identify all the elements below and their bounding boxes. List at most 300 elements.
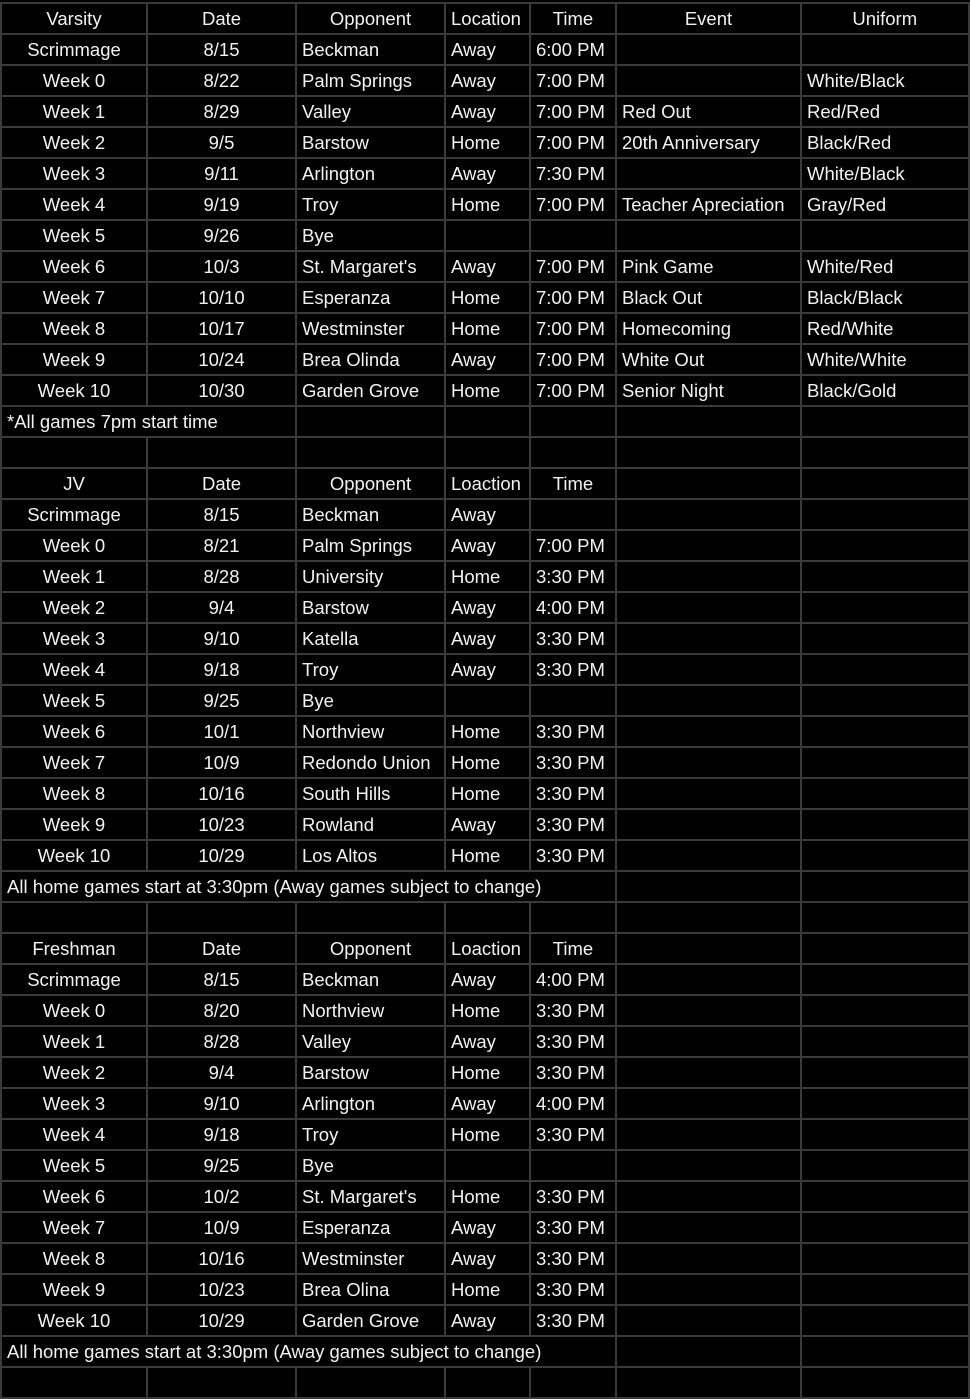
jv-week-cell[interactable]: Week 1 bbox=[1, 561, 147, 592]
empty-cell[interactable] bbox=[616, 1212, 801, 1243]
freshman-date-cell[interactable]: 8/15 bbox=[147, 964, 296, 995]
empty-cell[interactable] bbox=[616, 685, 801, 716]
jv-opponent-cell[interactable]: Troy bbox=[296, 654, 445, 685]
varsity-uniform-cell[interactable]: Red/Red bbox=[801, 96, 969, 127]
varsity-location-cell[interactable]: Home bbox=[445, 127, 530, 158]
varsity-date-cell[interactable]: 10/30 bbox=[147, 375, 296, 406]
freshman-header-week[interactable]: Freshman bbox=[1, 933, 147, 964]
varsity-time-cell[interactable]: 7:00 PM bbox=[530, 127, 616, 158]
varsity-header-week[interactable]: Varsity bbox=[1, 3, 147, 34]
empty-cell[interactable] bbox=[616, 871, 801, 902]
empty-cell[interactable] bbox=[296, 406, 445, 437]
freshman-date-cell[interactable]: 10/2 bbox=[147, 1181, 296, 1212]
jv-date-cell[interactable]: 8/28 bbox=[147, 561, 296, 592]
jv-location-cell[interactable]: Home bbox=[445, 561, 530, 592]
freshman-week-cell[interactable]: Week 3 bbox=[1, 1088, 147, 1119]
jv-week-cell[interactable]: Week 3 bbox=[1, 623, 147, 654]
empty-cell[interactable] bbox=[801, 530, 969, 561]
empty-cell[interactable] bbox=[530, 437, 616, 468]
varsity-uniform-cell[interactable] bbox=[801, 220, 969, 251]
freshman-time-cell[interactable]: 3:30 PM bbox=[530, 1026, 616, 1057]
jv-location-cell[interactable]: Home bbox=[445, 747, 530, 778]
varsity-event-cell[interactable]: Homecoming bbox=[616, 313, 801, 344]
empty-cell[interactable] bbox=[445, 1367, 530, 1398]
jv-date-cell[interactable]: 9/10 bbox=[147, 623, 296, 654]
varsity-week-cell[interactable]: Week 8 bbox=[1, 313, 147, 344]
freshman-week-cell[interactable]: Week 10 bbox=[1, 1305, 147, 1336]
jv-week-cell[interactable]: Week 6 bbox=[1, 716, 147, 747]
freshman-location-cell[interactable]: Home bbox=[445, 995, 530, 1026]
freshman-time-cell[interactable]: 4:00 PM bbox=[530, 1088, 616, 1119]
empty-cell[interactable] bbox=[616, 1243, 801, 1274]
freshman-opponent-cell[interactable]: Bye bbox=[296, 1150, 445, 1181]
empty-cell[interactable] bbox=[445, 902, 530, 933]
varsity-time-cell[interactable]: 6:00 PM bbox=[530, 34, 616, 65]
empty-cell[interactable] bbox=[801, 1150, 969, 1181]
freshman-location-cell[interactable]: Home bbox=[445, 1057, 530, 1088]
freshman-week-cell[interactable]: Week 8 bbox=[1, 1243, 147, 1274]
varsity-location-cell[interactable]: Home bbox=[445, 282, 530, 313]
empty-cell[interactable] bbox=[801, 561, 969, 592]
freshman-week-cell[interactable]: Scrimmage bbox=[1, 964, 147, 995]
freshman-location-cell[interactable]: Away bbox=[445, 1026, 530, 1057]
empty-cell[interactable] bbox=[616, 964, 801, 995]
empty-cell[interactable] bbox=[616, 437, 801, 468]
empty-cell[interactable] bbox=[296, 902, 445, 933]
varsity-header-location[interactable]: Location bbox=[445, 3, 530, 34]
jv-opponent-cell[interactable]: Northview bbox=[296, 716, 445, 747]
jv-location-cell[interactable]: Away bbox=[445, 592, 530, 623]
jv-header-location[interactable]: Loaction bbox=[445, 468, 530, 499]
empty-cell[interactable] bbox=[616, 1336, 801, 1367]
jv-opponent-cell[interactable]: Barstow bbox=[296, 592, 445, 623]
varsity-date-cell[interactable]: 9/11 bbox=[147, 158, 296, 189]
varsity-location-cell[interactable]: Away bbox=[445, 96, 530, 127]
jv-time-cell[interactable] bbox=[530, 499, 616, 530]
varsity-time-cell[interactable] bbox=[530, 220, 616, 251]
empty-cell[interactable] bbox=[801, 1274, 969, 1305]
jv-opponent-cell[interactable]: University bbox=[296, 561, 445, 592]
varsity-opponent-cell[interactable]: Garden Grove bbox=[296, 375, 445, 406]
varsity-time-cell[interactable]: 7:00 PM bbox=[530, 375, 616, 406]
varsity-header-time[interactable]: Time bbox=[530, 3, 616, 34]
empty-cell[interactable] bbox=[616, 592, 801, 623]
freshman-time-cell[interactable]: 3:30 PM bbox=[530, 1119, 616, 1150]
empty-cell[interactable] bbox=[616, 1305, 801, 1336]
varsity-header-event[interactable]: Event bbox=[616, 3, 801, 34]
empty-cell[interactable] bbox=[616, 1181, 801, 1212]
freshman-location-cell[interactable] bbox=[445, 1150, 530, 1181]
jv-location-cell[interactable]: Home bbox=[445, 716, 530, 747]
jv-header-date[interactable]: Date bbox=[147, 468, 296, 499]
jv-time-cell[interactable]: 3:30 PM bbox=[530, 623, 616, 654]
jv-opponent-cell[interactable]: Redondo Union bbox=[296, 747, 445, 778]
varsity-uniform-cell[interactable]: White/Red bbox=[801, 251, 969, 282]
empty-cell[interactable] bbox=[616, 561, 801, 592]
freshman-location-cell[interactable]: Away bbox=[445, 1243, 530, 1274]
varsity-footnote[interactable]: *All games 7pm start time bbox=[1, 406, 296, 437]
jv-week-cell[interactable]: Week 9 bbox=[1, 809, 147, 840]
freshman-opponent-cell[interactable]: Esperanza bbox=[296, 1212, 445, 1243]
freshman-location-cell[interactable]: Away bbox=[445, 1212, 530, 1243]
empty-cell[interactable] bbox=[801, 1026, 969, 1057]
varsity-event-cell[interactable]: Teacher Apreciation bbox=[616, 189, 801, 220]
jv-location-cell[interactable]: Away bbox=[445, 530, 530, 561]
empty-cell[interactable] bbox=[296, 1367, 445, 1398]
empty-cell[interactable] bbox=[616, 1026, 801, 1057]
jv-opponent-cell[interactable]: Palm Springs bbox=[296, 530, 445, 561]
varsity-week-cell[interactable]: Week 4 bbox=[1, 189, 147, 220]
freshman-time-cell[interactable] bbox=[530, 1150, 616, 1181]
varsity-date-cell[interactable]: 10/3 bbox=[147, 251, 296, 282]
freshman-week-cell[interactable]: Week 6 bbox=[1, 1181, 147, 1212]
empty-cell[interactable] bbox=[616, 716, 801, 747]
varsity-week-cell[interactable]: Week 10 bbox=[1, 375, 147, 406]
varsity-date-cell[interactable]: 9/5 bbox=[147, 127, 296, 158]
empty-cell[interactable] bbox=[616, 902, 801, 933]
freshman-opponent-cell[interactable]: Valley bbox=[296, 1026, 445, 1057]
empty-cell[interactable] bbox=[801, 437, 969, 468]
varsity-location-cell[interactable]: Away bbox=[445, 158, 530, 189]
empty-cell[interactable] bbox=[616, 1119, 801, 1150]
freshman-date-cell[interactable]: 9/4 bbox=[147, 1057, 296, 1088]
empty-cell[interactable] bbox=[1, 437, 147, 468]
freshman-opponent-cell[interactable]: Brea Olina bbox=[296, 1274, 445, 1305]
empty-cell[interactable] bbox=[616, 654, 801, 685]
varsity-event-cell[interactable]: White Out bbox=[616, 344, 801, 375]
empty-cell[interactable] bbox=[801, 592, 969, 623]
varsity-opponent-cell[interactable]: Esperanza bbox=[296, 282, 445, 313]
freshman-date-cell[interactable]: 10/9 bbox=[147, 1212, 296, 1243]
freshman-date-cell[interactable]: 10/23 bbox=[147, 1274, 296, 1305]
jv-time-cell[interactable]: 3:30 PM bbox=[530, 561, 616, 592]
jv-time-cell[interactable]: 7:00 PM bbox=[530, 530, 616, 561]
varsity-uniform-cell[interactable]: Black/Black bbox=[801, 282, 969, 313]
varsity-time-cell[interactable]: 7:00 PM bbox=[530, 344, 616, 375]
empty-cell[interactable] bbox=[1, 902, 147, 933]
jv-opponent-cell[interactable]: Beckman bbox=[296, 499, 445, 530]
empty-cell[interactable] bbox=[801, 1088, 969, 1119]
varsity-week-cell[interactable]: Week 7 bbox=[1, 282, 147, 313]
varsity-date-cell[interactable]: 9/26 bbox=[147, 220, 296, 251]
freshman-header-location[interactable]: Loaction bbox=[445, 933, 530, 964]
varsity-event-cell[interactable] bbox=[616, 34, 801, 65]
empty-cell[interactable] bbox=[801, 468, 969, 499]
freshman-date-cell[interactable]: 8/20 bbox=[147, 995, 296, 1026]
varsity-time-cell[interactable]: 7:00 PM bbox=[530, 313, 616, 344]
jv-time-cell[interactable]: 3:30 PM bbox=[530, 840, 616, 871]
empty-cell[interactable] bbox=[445, 406, 530, 437]
jv-week-cell[interactable]: Week 8 bbox=[1, 778, 147, 809]
freshman-time-cell[interactable]: 4:00 PM bbox=[530, 964, 616, 995]
varsity-uniform-cell[interactable]: White/White bbox=[801, 344, 969, 375]
varsity-date-cell[interactable]: 10/24 bbox=[147, 344, 296, 375]
varsity-time-cell[interactable]: 7:00 PM bbox=[530, 189, 616, 220]
freshman-week-cell[interactable]: Week 5 bbox=[1, 1150, 147, 1181]
freshman-week-cell[interactable]: Week 0 bbox=[1, 995, 147, 1026]
freshman-opponent-cell[interactable]: St. Margaret's bbox=[296, 1181, 445, 1212]
varsity-location-cell[interactable]: Away bbox=[445, 251, 530, 282]
varsity-date-cell[interactable]: 8/15 bbox=[147, 34, 296, 65]
varsity-opponent-cell[interactable]: Bye bbox=[296, 220, 445, 251]
jv-date-cell[interactable]: 10/1 bbox=[147, 716, 296, 747]
empty-cell[interactable] bbox=[530, 406, 616, 437]
empty-cell[interactable] bbox=[801, 1243, 969, 1274]
freshman-time-cell[interactable]: 3:30 PM bbox=[530, 1243, 616, 1274]
freshman-location-cell[interactable]: Away bbox=[445, 964, 530, 995]
jv-week-cell[interactable]: Week 10 bbox=[1, 840, 147, 871]
freshman-time-cell[interactable]: 3:30 PM bbox=[530, 1181, 616, 1212]
freshman-footnote[interactable]: All home games start at 3:30pm (Away games subject to change) bbox=[1, 1336, 616, 1367]
varsity-opponent-cell[interactable]: Westminster bbox=[296, 313, 445, 344]
jv-week-cell[interactable]: Week 7 bbox=[1, 747, 147, 778]
jv-week-cell[interactable]: Week 0 bbox=[1, 530, 147, 561]
jv-opponent-cell[interactable]: Bye bbox=[296, 685, 445, 716]
jv-date-cell[interactable]: 9/18 bbox=[147, 654, 296, 685]
freshman-time-cell[interactable]: 3:30 PM bbox=[530, 1212, 616, 1243]
empty-cell[interactable] bbox=[1, 1367, 147, 1398]
freshman-location-cell[interactable]: Away bbox=[445, 1305, 530, 1336]
empty-cell[interactable] bbox=[147, 1367, 296, 1398]
varsity-week-cell[interactable]: Week 6 bbox=[1, 251, 147, 282]
freshman-location-cell[interactable]: Home bbox=[445, 1274, 530, 1305]
varsity-week-cell[interactable]: Week 9 bbox=[1, 344, 147, 375]
varsity-location-cell[interactable]: Away bbox=[445, 34, 530, 65]
varsity-opponent-cell[interactable]: Brea Olinda bbox=[296, 344, 445, 375]
jv-date-cell[interactable]: 8/15 bbox=[147, 499, 296, 530]
freshman-time-cell[interactable]: 3:30 PM bbox=[530, 1057, 616, 1088]
varsity-opponent-cell[interactable]: Valley bbox=[296, 96, 445, 127]
empty-cell[interactable] bbox=[801, 1336, 969, 1367]
freshman-week-cell[interactable]: Week 2 bbox=[1, 1057, 147, 1088]
freshman-time-cell[interactable]: 3:30 PM bbox=[530, 1305, 616, 1336]
varsity-week-cell[interactable]: Week 5 bbox=[1, 220, 147, 251]
varsity-opponent-cell[interactable]: Troy bbox=[296, 189, 445, 220]
jv-date-cell[interactable]: 10/29 bbox=[147, 840, 296, 871]
freshman-week-cell[interactable]: Week 1 bbox=[1, 1026, 147, 1057]
varsity-uniform-cell[interactable] bbox=[801, 34, 969, 65]
empty-cell[interactable] bbox=[147, 437, 296, 468]
jv-header-time[interactable]: Time bbox=[530, 468, 616, 499]
empty-cell[interactable] bbox=[801, 1212, 969, 1243]
jv-location-cell[interactable] bbox=[445, 685, 530, 716]
freshman-date-cell[interactable]: 9/25 bbox=[147, 1150, 296, 1181]
varsity-week-cell[interactable]: Week 1 bbox=[1, 96, 147, 127]
empty-cell[interactable] bbox=[616, 623, 801, 654]
jv-time-cell[interactable] bbox=[530, 685, 616, 716]
empty-cell[interactable] bbox=[801, 809, 969, 840]
empty-cell[interactable] bbox=[445, 437, 530, 468]
jv-location-cell[interactable]: Away bbox=[445, 654, 530, 685]
freshman-date-cell[interactable]: 9/10 bbox=[147, 1088, 296, 1119]
varsity-date-cell[interactable]: 10/10 bbox=[147, 282, 296, 313]
jv-footnote[interactable]: All home games start at 3:30pm (Away games subject to change) bbox=[1, 871, 616, 902]
varsity-event-cell[interactable]: Senior Night bbox=[616, 375, 801, 406]
empty-cell[interactable] bbox=[616, 1150, 801, 1181]
varsity-event-cell[interactable]: 20th Anniversary bbox=[616, 127, 801, 158]
jv-time-cell[interactable]: 4:00 PM bbox=[530, 592, 616, 623]
jv-date-cell[interactable]: 9/25 bbox=[147, 685, 296, 716]
varsity-uniform-cell[interactable]: White/Black bbox=[801, 65, 969, 96]
empty-cell[interactable] bbox=[616, 1367, 801, 1398]
jv-date-cell[interactable]: 10/23 bbox=[147, 809, 296, 840]
freshman-date-cell[interactable]: 9/18 bbox=[147, 1119, 296, 1150]
freshman-time-cell[interactable]: 3:30 PM bbox=[530, 1274, 616, 1305]
varsity-week-cell[interactable]: Week 0 bbox=[1, 65, 147, 96]
varsity-location-cell[interactable]: Home bbox=[445, 375, 530, 406]
empty-cell[interactable] bbox=[801, 654, 969, 685]
jv-location-cell[interactable]: Home bbox=[445, 778, 530, 809]
empty-cell[interactable] bbox=[801, 1181, 969, 1212]
varsity-event-cell[interactable] bbox=[616, 158, 801, 189]
varsity-event-cell[interactable]: Pink Game bbox=[616, 251, 801, 282]
varsity-uniform-cell[interactable]: Black/Gold bbox=[801, 375, 969, 406]
varsity-week-cell[interactable]: Scrimmage bbox=[1, 34, 147, 65]
jv-header-week[interactable]: JV bbox=[1, 468, 147, 499]
jv-week-cell[interactable]: Week 4 bbox=[1, 654, 147, 685]
varsity-date-cell[interactable]: 9/19 bbox=[147, 189, 296, 220]
empty-cell[interactable] bbox=[801, 933, 969, 964]
varsity-opponent-cell[interactable]: St. Margaret's bbox=[296, 251, 445, 282]
empty-cell[interactable] bbox=[801, 716, 969, 747]
jv-location-cell[interactable]: Away bbox=[445, 623, 530, 654]
empty-cell[interactable] bbox=[616, 933, 801, 964]
empty-cell[interactable] bbox=[616, 499, 801, 530]
freshman-opponent-cell[interactable]: Beckman bbox=[296, 964, 445, 995]
varsity-uniform-cell[interactable]: Black/Red bbox=[801, 127, 969, 158]
empty-cell[interactable] bbox=[801, 1119, 969, 1150]
empty-cell[interactable] bbox=[801, 499, 969, 530]
jv-week-cell[interactable]: Week 5 bbox=[1, 685, 147, 716]
varsity-event-cell[interactable]: Red Out bbox=[616, 96, 801, 127]
varsity-opponent-cell[interactable]: Barstow bbox=[296, 127, 445, 158]
empty-cell[interactable] bbox=[616, 809, 801, 840]
varsity-date-cell[interactable]: 10/17 bbox=[147, 313, 296, 344]
freshman-time-cell[interactable]: 3:30 PM bbox=[530, 995, 616, 1026]
empty-cell[interactable] bbox=[801, 623, 969, 654]
freshman-header-time[interactable]: Time bbox=[530, 933, 616, 964]
jv-opponent-cell[interactable]: Rowland bbox=[296, 809, 445, 840]
varsity-time-cell[interactable]: 7:00 PM bbox=[530, 251, 616, 282]
freshman-opponent-cell[interactable]: Westminster bbox=[296, 1243, 445, 1274]
varsity-event-cell[interactable] bbox=[616, 65, 801, 96]
empty-cell[interactable] bbox=[801, 871, 969, 902]
freshman-week-cell[interactable]: Week 7 bbox=[1, 1212, 147, 1243]
jv-date-cell[interactable]: 9/4 bbox=[147, 592, 296, 623]
empty-cell[interactable] bbox=[616, 840, 801, 871]
jv-week-cell[interactable]: Week 2 bbox=[1, 592, 147, 623]
varsity-time-cell[interactable]: 7:00 PM bbox=[530, 65, 616, 96]
varsity-event-cell[interactable] bbox=[616, 220, 801, 251]
empty-cell[interactable] bbox=[801, 1057, 969, 1088]
jv-date-cell[interactable]: 10/16 bbox=[147, 778, 296, 809]
jv-week-cell[interactable]: Scrimmage bbox=[1, 499, 147, 530]
varsity-location-cell[interactable]: Home bbox=[445, 313, 530, 344]
jv-header-opponent[interactable]: Opponent bbox=[296, 468, 445, 499]
varsity-time-cell[interactable]: 7:30 PM bbox=[530, 158, 616, 189]
freshman-header-opponent[interactable]: Opponent bbox=[296, 933, 445, 964]
varsity-week-cell[interactable]: Week 2 bbox=[1, 127, 147, 158]
jv-time-cell[interactable]: 3:30 PM bbox=[530, 716, 616, 747]
jv-opponent-cell[interactable]: Katella bbox=[296, 623, 445, 654]
empty-cell[interactable] bbox=[530, 902, 616, 933]
empty-cell[interactable] bbox=[801, 747, 969, 778]
empty-cell[interactable] bbox=[616, 406, 801, 437]
empty-cell[interactable] bbox=[801, 406, 969, 437]
varsity-location-cell[interactable] bbox=[445, 220, 530, 251]
freshman-week-cell[interactable]: Week 9 bbox=[1, 1274, 147, 1305]
varsity-location-cell[interactable]: Away bbox=[445, 65, 530, 96]
jv-location-cell[interactable]: Home bbox=[445, 840, 530, 871]
empty-cell[interactable] bbox=[801, 902, 969, 933]
jv-time-cell[interactable]: 3:30 PM bbox=[530, 809, 616, 840]
varsity-header-opponent[interactable]: Opponent bbox=[296, 3, 445, 34]
freshman-header-date[interactable]: Date bbox=[147, 933, 296, 964]
varsity-event-cell[interactable]: Black Out bbox=[616, 282, 801, 313]
freshman-location-cell[interactable]: Away bbox=[445, 1088, 530, 1119]
freshman-date-cell[interactable]: 10/16 bbox=[147, 1243, 296, 1274]
varsity-uniform-cell[interactable]: Gray/Red bbox=[801, 189, 969, 220]
empty-cell[interactable] bbox=[801, 840, 969, 871]
empty-cell[interactable] bbox=[801, 778, 969, 809]
jv-location-cell[interactable]: Away bbox=[445, 499, 530, 530]
varsity-uniform-cell[interactable]: White/Black bbox=[801, 158, 969, 189]
varsity-week-cell[interactable]: Week 3 bbox=[1, 158, 147, 189]
varsity-uniform-cell[interactable]: Red/White bbox=[801, 313, 969, 344]
varsity-opponent-cell[interactable]: Beckman bbox=[296, 34, 445, 65]
freshman-opponent-cell[interactable]: Barstow bbox=[296, 1057, 445, 1088]
freshman-week-cell[interactable]: Week 4 bbox=[1, 1119, 147, 1150]
varsity-header-date[interactable]: Date bbox=[147, 3, 296, 34]
varsity-location-cell[interactable]: Away bbox=[445, 344, 530, 375]
empty-cell[interactable] bbox=[530, 1367, 616, 1398]
jv-date-cell[interactable]: 10/9 bbox=[147, 747, 296, 778]
empty-cell[interactable] bbox=[801, 1367, 969, 1398]
varsity-location-cell[interactable]: Home bbox=[445, 189, 530, 220]
jv-opponent-cell[interactable]: South Hills bbox=[296, 778, 445, 809]
empty-cell[interactable] bbox=[616, 1088, 801, 1119]
empty-cell[interactable] bbox=[616, 1274, 801, 1305]
varsity-time-cell[interactable]: 7:00 PM bbox=[530, 282, 616, 313]
empty-cell[interactable] bbox=[616, 747, 801, 778]
empty-cell[interactable] bbox=[616, 995, 801, 1026]
jv-time-cell[interactable]: 3:30 PM bbox=[530, 778, 616, 809]
empty-cell[interactable] bbox=[616, 1057, 801, 1088]
jv-time-cell[interactable]: 3:30 PM bbox=[530, 747, 616, 778]
jv-location-cell[interactable]: Away bbox=[445, 809, 530, 840]
empty-cell[interactable] bbox=[801, 1305, 969, 1336]
jv-time-cell[interactable]: 3:30 PM bbox=[530, 654, 616, 685]
jv-date-cell[interactable]: 8/21 bbox=[147, 530, 296, 561]
varsity-date-cell[interactable]: 8/29 bbox=[147, 96, 296, 127]
jv-opponent-cell[interactable]: Los Altos bbox=[296, 840, 445, 871]
freshman-opponent-cell[interactable]: Arlington bbox=[296, 1088, 445, 1119]
freshman-location-cell[interactable]: Home bbox=[445, 1181, 530, 1212]
freshman-location-cell[interactable]: Home bbox=[445, 1119, 530, 1150]
empty-cell[interactable] bbox=[801, 964, 969, 995]
freshman-opponent-cell[interactable]: Troy bbox=[296, 1119, 445, 1150]
freshman-date-cell[interactable]: 10/29 bbox=[147, 1305, 296, 1336]
freshman-date-cell[interactable]: 8/28 bbox=[147, 1026, 296, 1057]
empty-cell[interactable] bbox=[801, 995, 969, 1026]
freshman-opponent-cell[interactable]: Garden Grove bbox=[296, 1305, 445, 1336]
varsity-header-uniform[interactable]: Uniform bbox=[801, 3, 969, 34]
empty-cell[interactable] bbox=[296, 437, 445, 468]
varsity-opponent-cell[interactable]: Arlington bbox=[296, 158, 445, 189]
empty-cell[interactable] bbox=[616, 530, 801, 561]
varsity-opponent-cell[interactable]: Palm Springs bbox=[296, 65, 445, 96]
empty-cell[interactable] bbox=[616, 778, 801, 809]
